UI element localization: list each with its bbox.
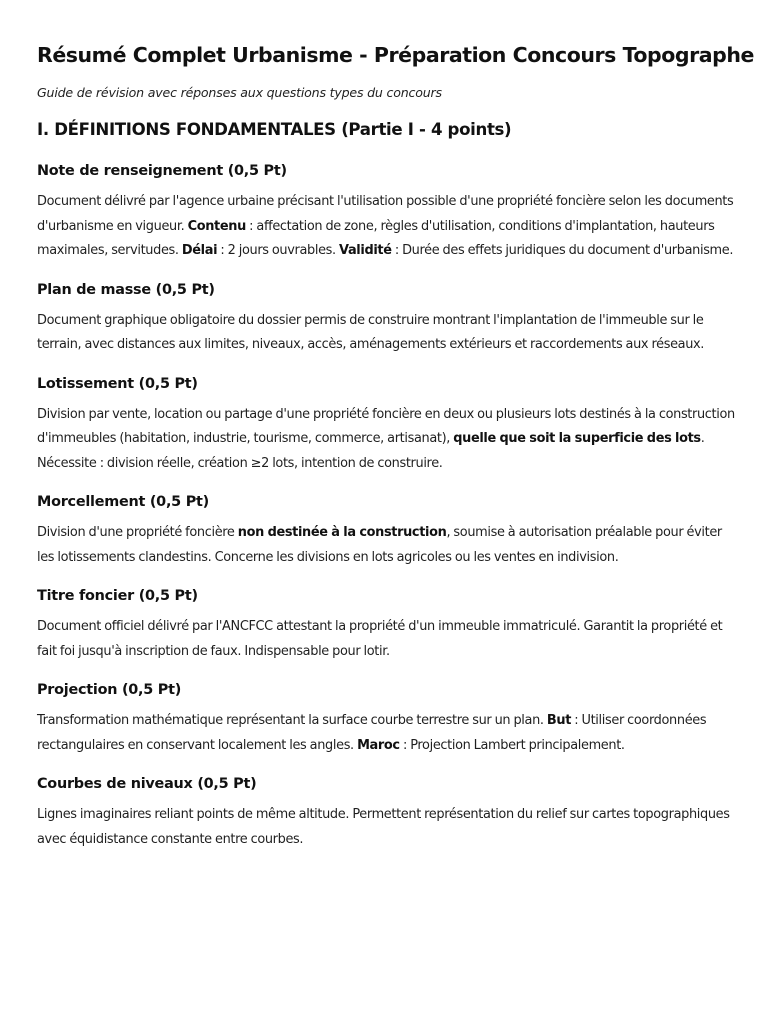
definition-entry	[37, 277, 738, 358]
body-text: : Utiliser coordonnées rectangulaires en conservant localement les angles.	[37, 713, 707, 753]
definition-body	[37, 403, 738, 477]
definition-heading: Projection (0,5 Pt)	[37, 682, 182, 698]
body-text: Document officiel délivré par l'ANCFCC attestant la propriété d'un immeuble immatriculé. Garantit la propriété et fait foi jusqu'à inscription de faux. Indispensable pour lotir.	[37, 619, 723, 659]
body-text: Document graphique obligatoire du dossier permis de construire montrant l'implantation de l'immeuble sur le terrain, avec distances aux limites, niveaux, accès, aménagements extérieurs et raccordements aux réseaux.	[37, 312, 705, 352]
body-text: : 2 jours ouvrables.	[217, 243, 340, 258]
bold-term: Délai	[181, 243, 218, 258]
definition-body	[37, 521, 738, 570]
document-title: Résumé Complet Urbanisme - Préparation Concours Topographe	[37, 43, 754, 67]
definition-body	[37, 190, 738, 264]
bold-term: Maroc	[357, 737, 400, 753]
body-text: , soumise à autorisation préalable pour éviter les lotissements clandestins. Concerne les divisions en lots agricoles ou les ventes en indivision.	[37, 525, 722, 565]
definition-entry	[37, 489, 738, 570]
definition-entry	[37, 158, 738, 264]
body-text: : affectation de zone, règles d'utilisation, conditions d'implantation, hauteurs maximales, servitudes.	[37, 218, 715, 258]
definition-entry	[37, 583, 738, 664]
definition-heading: Courbes de niveaux (0,5 Pt)	[37, 776, 257, 792]
body-text: : Projection Lambert principalement.	[399, 737, 625, 753]
definition-entry	[37, 371, 738, 477]
bold-term: Contenu	[187, 218, 246, 234]
definition-entry	[37, 677, 738, 758]
definition-body	[37, 709, 738, 758]
definition-body	[37, 803, 738, 852]
document-subtitle: Guide de révision avec réponses aux questions types du concours	[37, 85, 442, 100]
body-text: Document délivré par l'agence urbaine précisant l'utilisation possible d'une propriété foncière selon les documents d'urbanisme en vigueur.	[37, 194, 734, 234]
definition-heading: Lotissement (0,5 Pt)	[37, 375, 198, 392]
bold-term: Validité	[339, 243, 392, 258]
definition-heading: Note de renseignement (0,5 Pt)	[37, 163, 287, 179]
bold-term: quelle que soit la superficie des lots	[453, 431, 701, 446]
body-text: Division par vente, location ou partage d'une propriété foncière en deux ou plusieurs lots destinés à la construction d'immeubles (habitation, industrie, tourisme, commerce, artisanat),	[37, 406, 735, 446]
definitions-list	[37, 158, 738, 852]
body-text: Lignes imaginaires reliant points de même altitude. Permettent représentation du relief sur cartes topographiques avec équidistance constante entre courbes.	[37, 807, 730, 847]
definition-heading: Titre foncier (0,5 Pt)	[37, 588, 198, 604]
bold-term: non destinée à la construction	[237, 525, 447, 540]
definition-heading: Morcellement (0,5 Pt)	[37, 494, 209, 510]
body-text: . Nécessite : division réelle, création ≥2 lots, intention de construire.	[37, 431, 705, 471]
definition-entry	[37, 771, 738, 852]
definition-heading: Plan de masse (0,5 Pt)	[37, 281, 215, 298]
bold-term: But	[546, 713, 572, 728]
body-text: : Durée des effets juridiques du document d'urbanisme.	[391, 243, 734, 258]
definition-body	[37, 615, 738, 664]
section-heading: I. DÉFINITIONS FONDAMENTALES (Partie I - 4 points)	[37, 120, 512, 139]
definition-body	[37, 309, 738, 358]
body-text: Transformation mathématique représentant la surface courbe terrestre sur un plan.	[37, 713, 547, 728]
body-text: Division d'une propriété foncière	[37, 525, 238, 540]
